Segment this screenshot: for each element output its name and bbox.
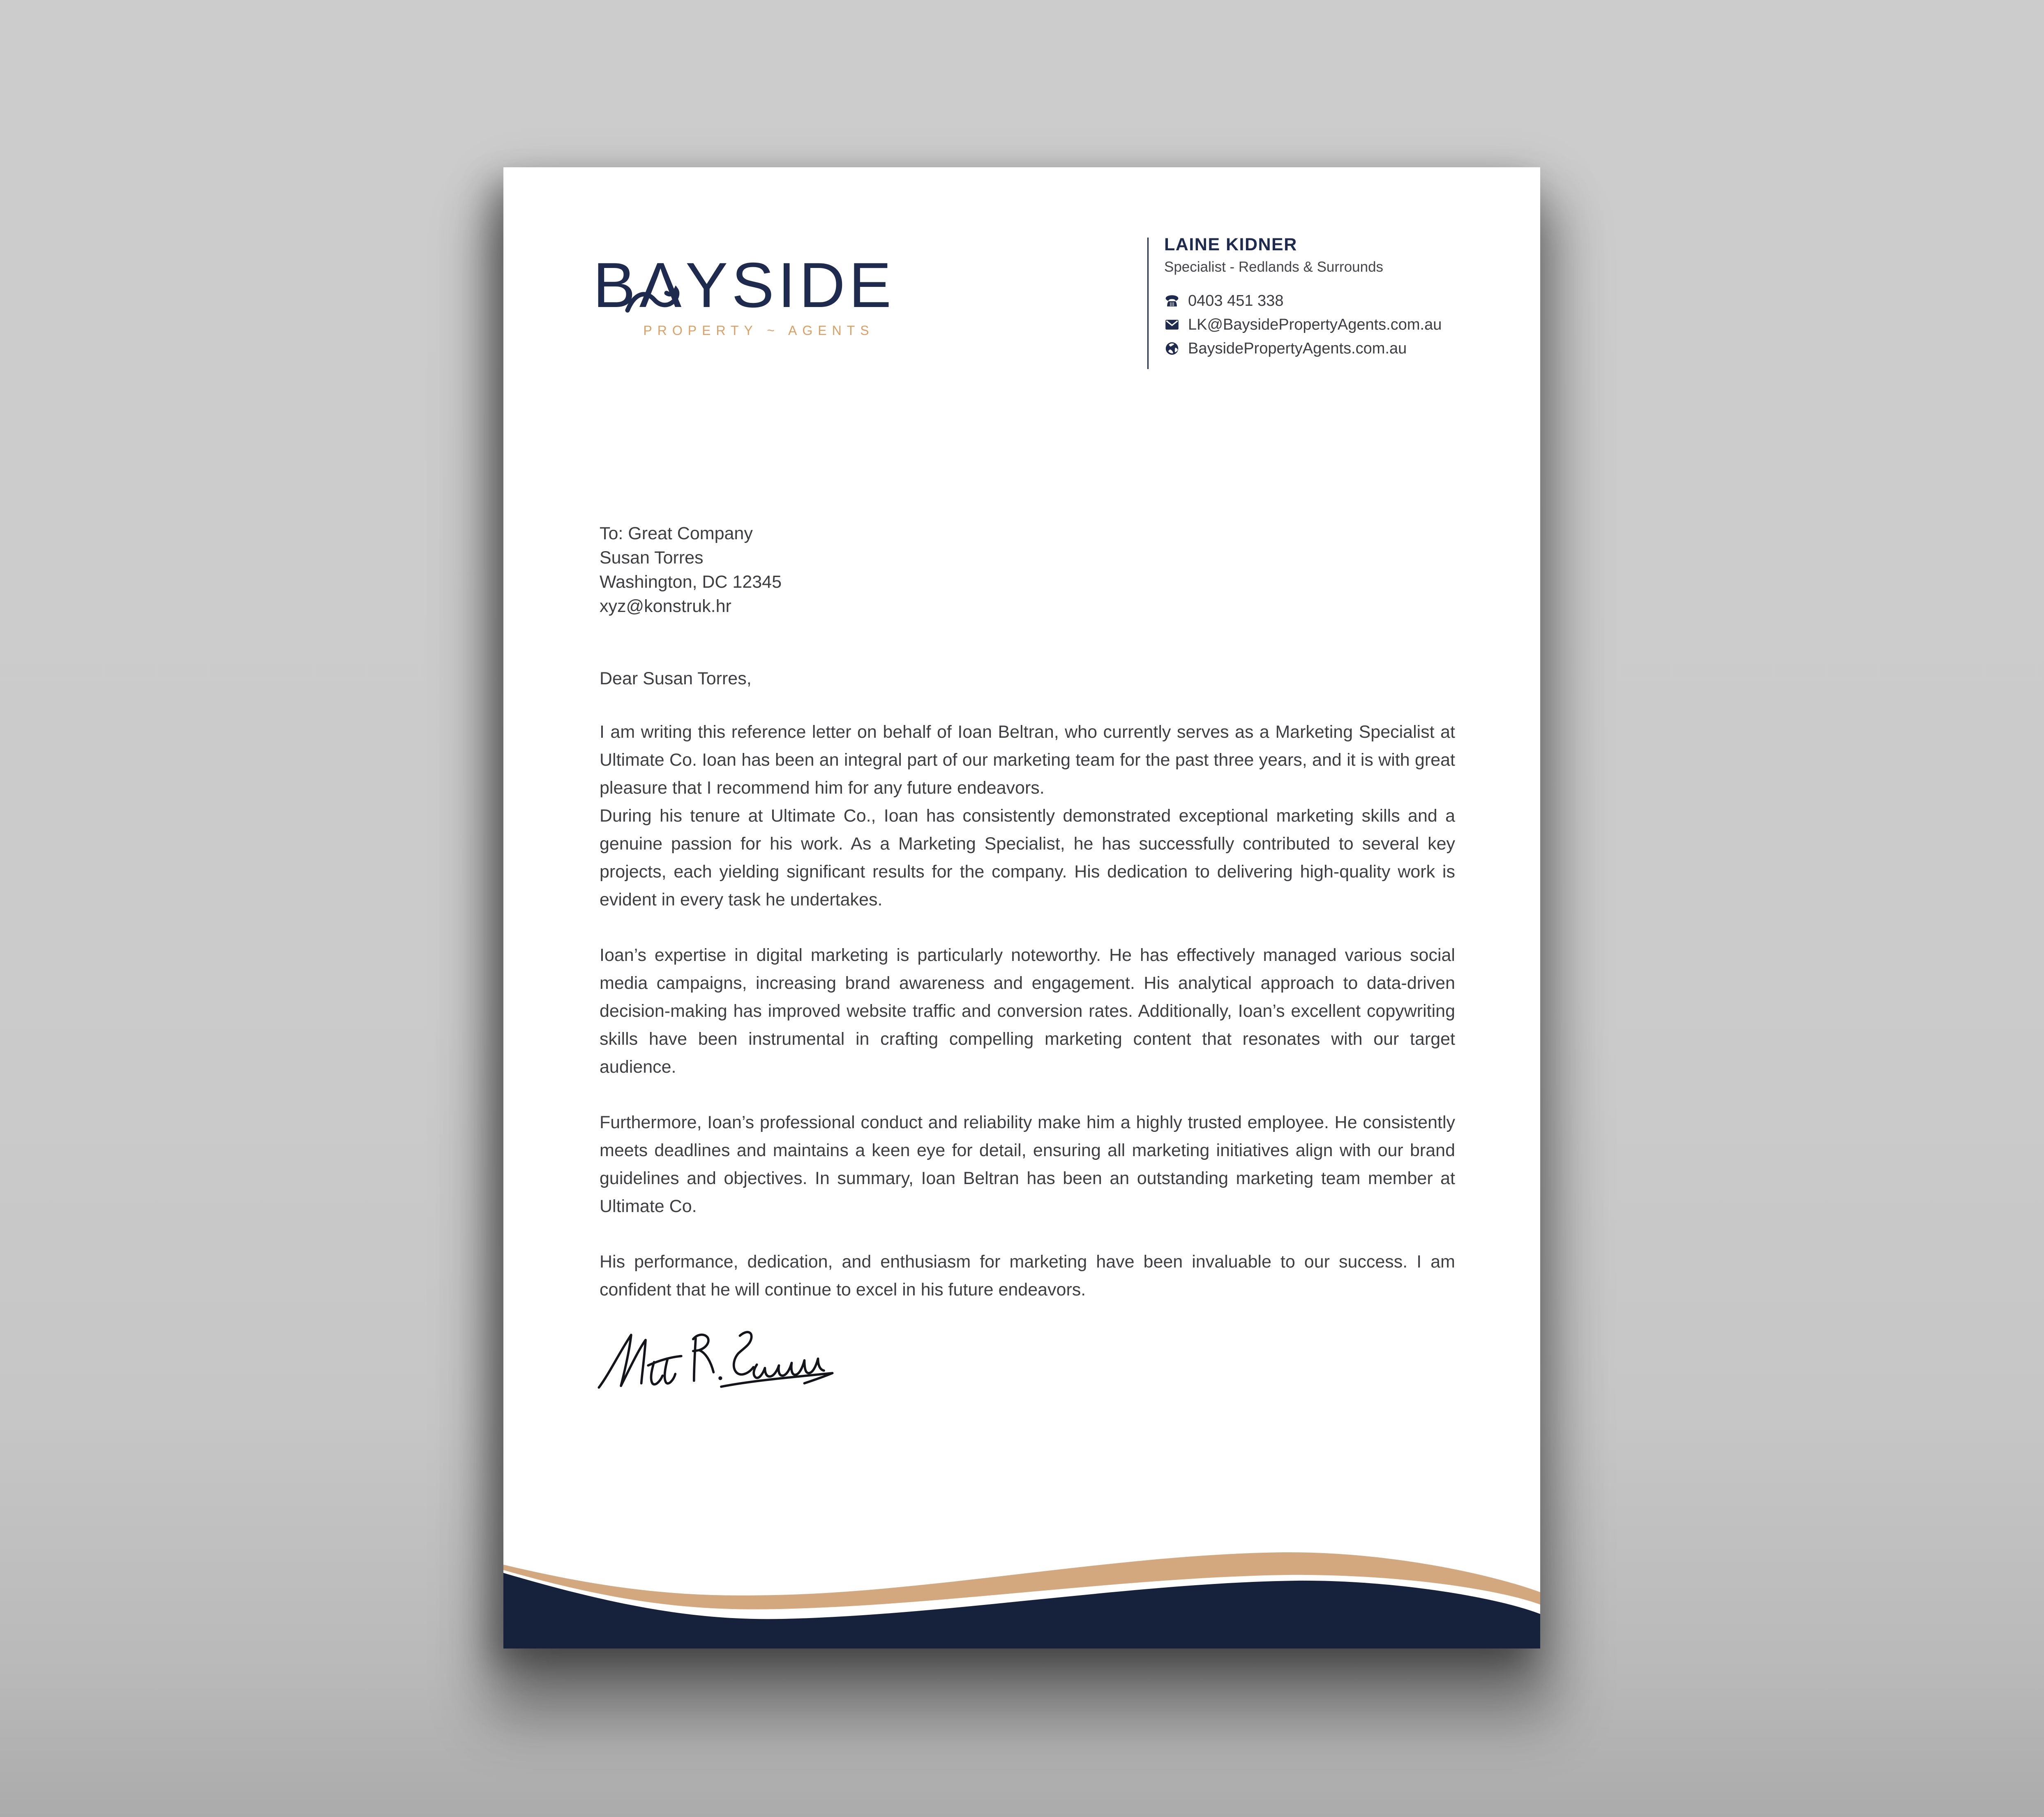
logo-tagline: PROPERTY ~ AGENTS <box>643 323 874 338</box>
recipient-line: xyz@konstruk.hr <box>600 596 731 616</box>
website-row <box>1164 337 1534 360</box>
signature <box>595 1323 849 1399</box>
website-url: BaysidePropertyAgents.com.au <box>1188 339 1407 357</box>
agent-name: LAINE KIDNER <box>1164 235 1297 254</box>
footer-wave-graphic <box>503 1525 1540 1648</box>
phone-icon <box>1164 293 1180 309</box>
letter-paragraph: During his tenure at Ultimate Co., Ioan has consistently demonstrated exceptional marketing skills and a genuine passion for his work. As a Marketing Specialist, he has successfully contributed to several key projects, each yielding significant results for the company. His dedication to delivering high-quality work is evident in every task he undertakes. <box>600 806 1455 910</box>
email-address: LK@BaysidePropertyAgents.com.au <box>1188 316 1442 333</box>
email-icon <box>1164 317 1180 332</box>
logo-wave-icon <box>625 284 686 316</box>
letter-paragraph: Ioan’s expertise in digital marketing is particularly noteworthy. He has effectively managed various social media campaigns, increasing brand awareness and engagement. His analytical approach to data-driven decision-making has improved website traffic and conversion rates. Additionally, Ioan’s excellent copywriting skills have been instrumental in crafting compelling marketing content that resonates with our target audience. <box>600 945 1455 1077</box>
recipient-block <box>600 522 782 619</box>
agent-title: Specialist - Redlands & Surrounds <box>1164 259 1384 275</box>
email-row <box>1164 313 1534 337</box>
salutation: Dear Susan Torres, <box>600 669 752 688</box>
logo-wordmark: BΛYSIDE <box>593 249 895 321</box>
letter-page <box>503 167 1540 1648</box>
agent-card <box>1147 234 1534 360</box>
agent-contact-list <box>1164 289 1534 360</box>
recipient-line: Washington, DC 12345 <box>600 572 782 592</box>
letter-paragraphs <box>600 718 1455 1304</box>
recipient-line: Susan Torres <box>600 548 704 568</box>
phone-number: 0403 451 338 <box>1188 292 1284 309</box>
letter-paragraph: His performance, dedication, and enthusiasm for marketing have been invaluable to our success. I am confident that he will continue to excel in his future endeavors. <box>600 1252 1455 1300</box>
globe-icon <box>1164 341 1180 356</box>
letter-paragraph: I am writing this reference letter on behalf of Ioan Beltran, who currently serves as a Marketing Specialist at Ultimate Co. Ioan has been an integral part of our marketing team for the past three years, and it is with great pleasure that I recommend him for any future endeavors. <box>600 722 1455 798</box>
letter-paragraph: Furthermore, Ioan’s professional conduct and reliability make him a highly trusted employee. He consistently meets deadlines and maintains a keen eye for detail, ensuring all marketing initiatives align with our brand guidelines and objectives. In summary, Ioan Beltran has been an outstanding marketing team member at Ultimate Co. <box>600 1113 1455 1216</box>
bayside-logo <box>593 249 925 338</box>
vertical-divider <box>1147 238 1149 369</box>
recipient-line: To: Great Company <box>600 524 753 543</box>
phone-row <box>1164 289 1534 313</box>
